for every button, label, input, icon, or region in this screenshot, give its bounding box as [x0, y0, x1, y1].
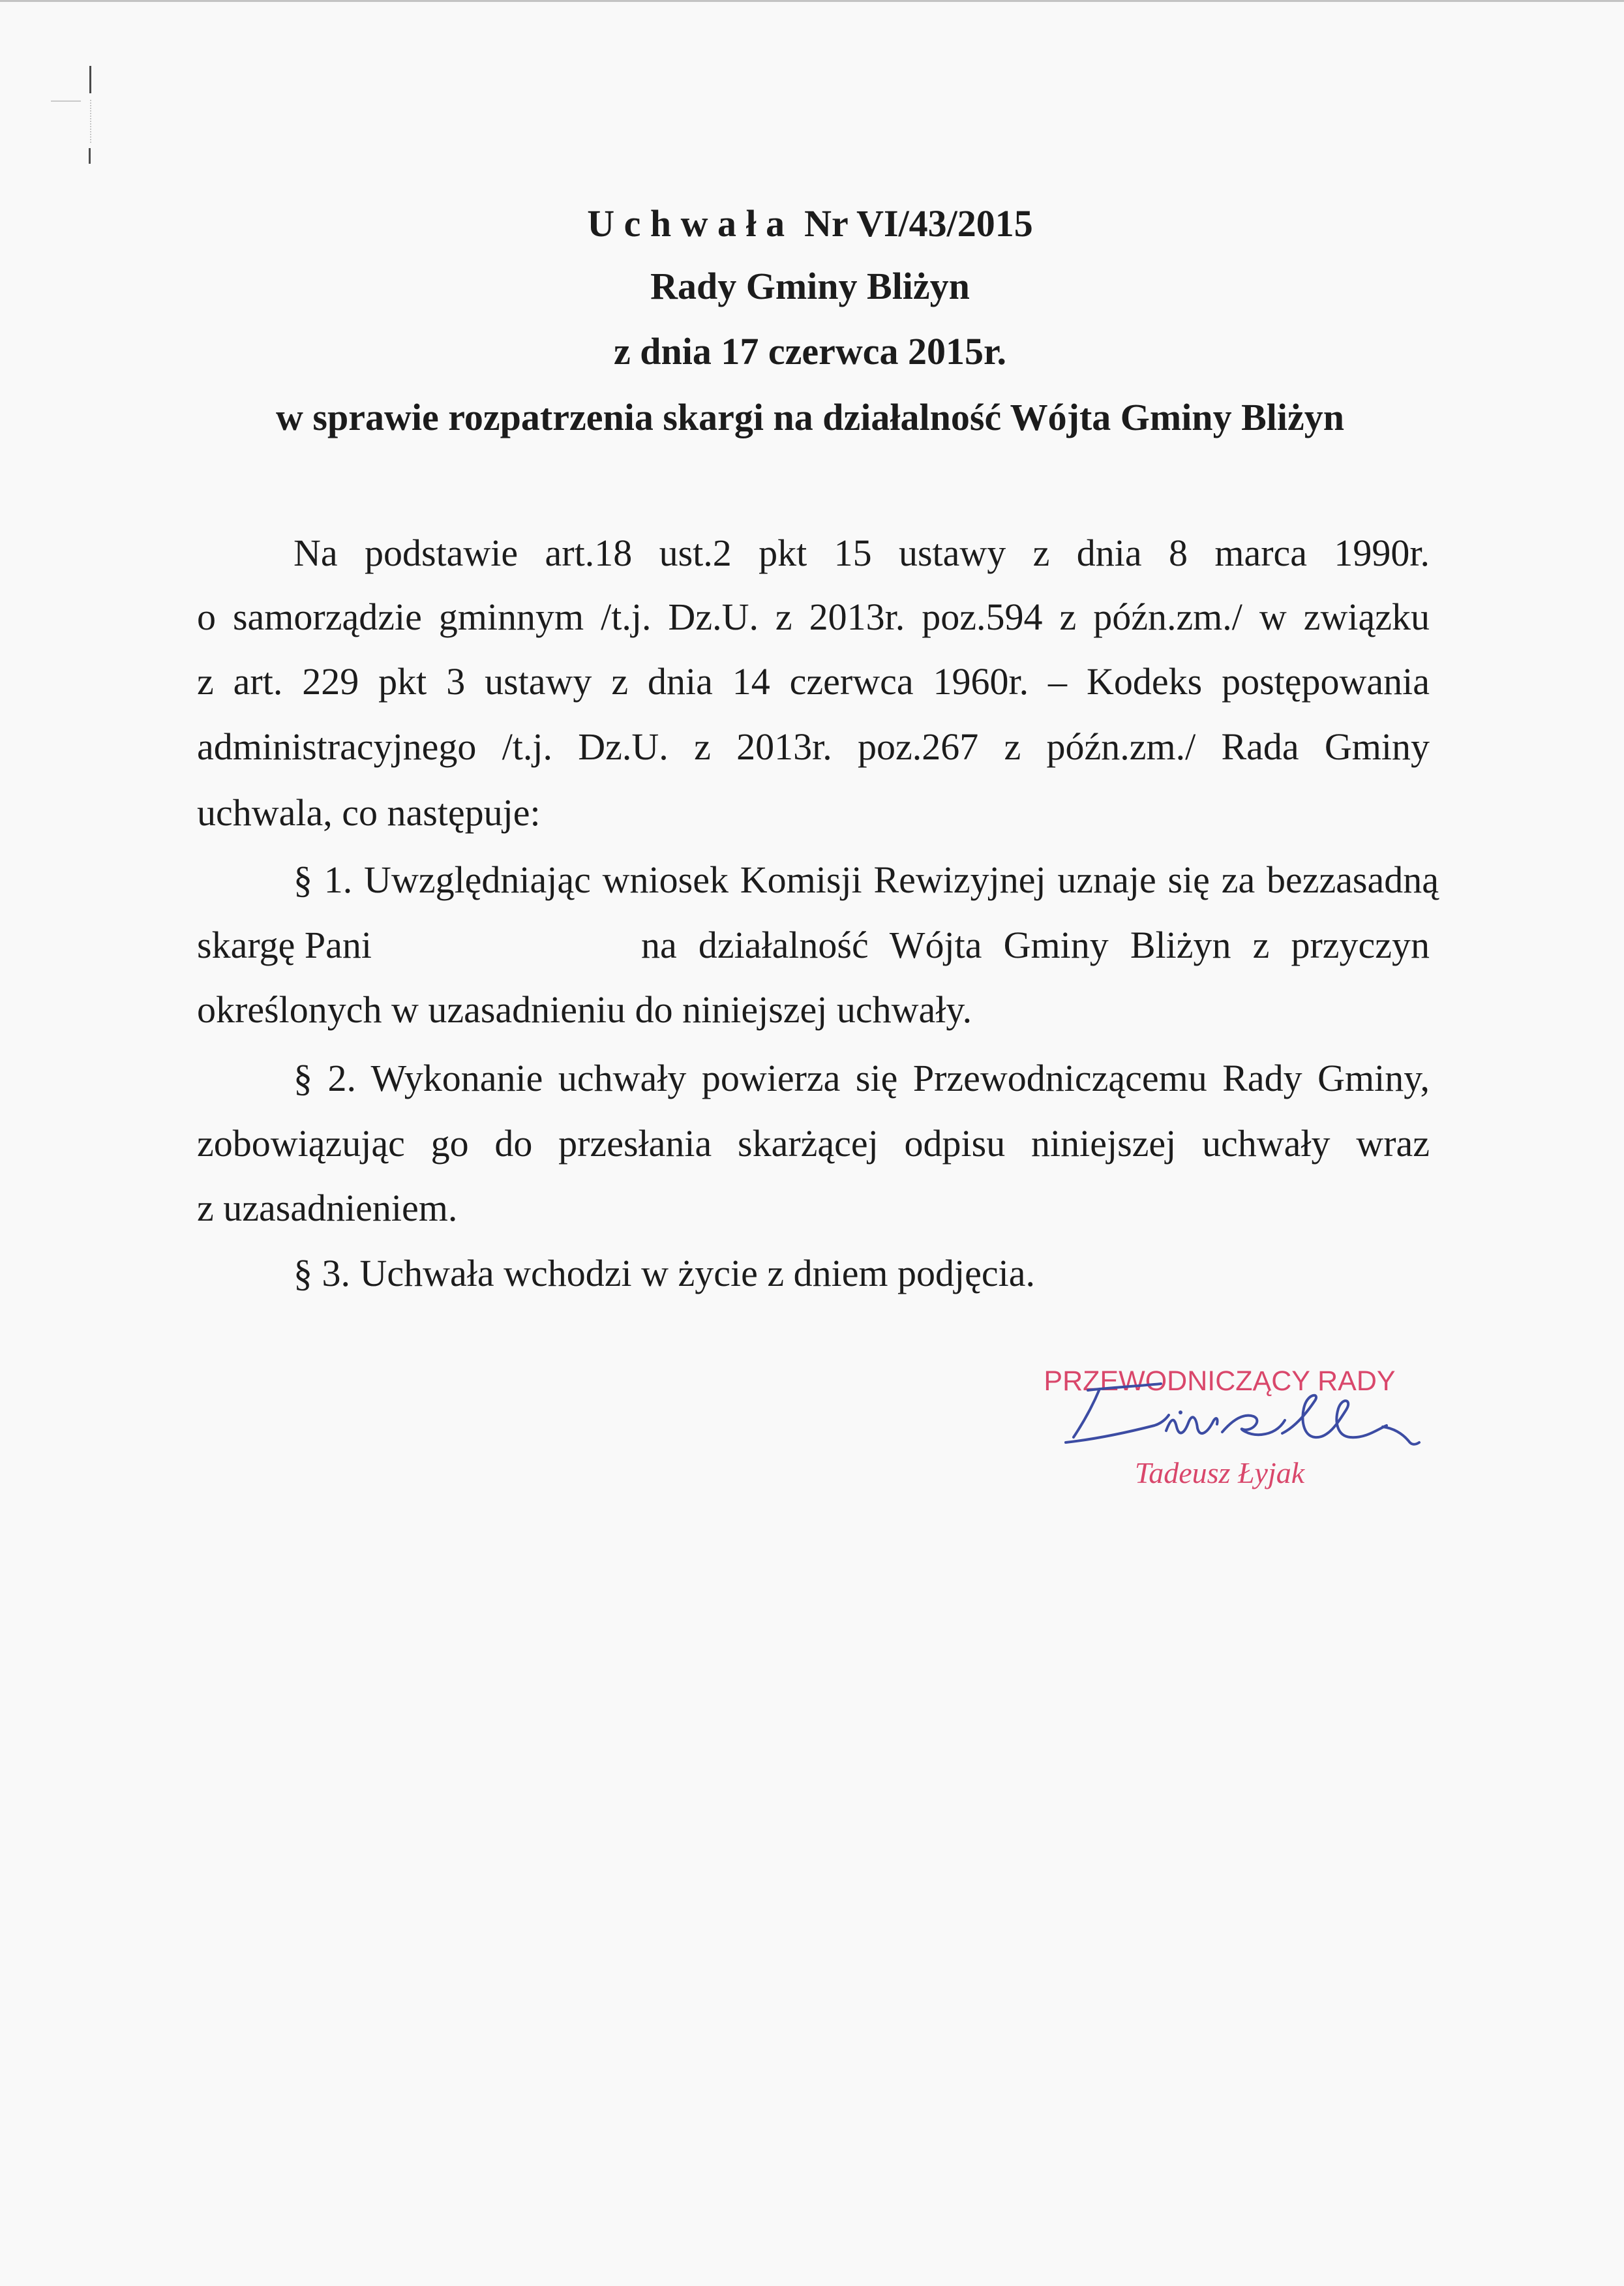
- legal-basis-line: o samorządzie gminnym /t.j. Dz.U. z 2013r. poz.594 z późn.zm./ w związku: [197, 596, 1430, 638]
- legal-basis-line: uchwala, co następuje:: [197, 791, 541, 834]
- resolution-date: z dnia 17 czerwca 2015r.: [614, 330, 1006, 373]
- scan-margin-mark: [51, 100, 81, 102]
- resolution-number: Nr VI/43/2015: [804, 202, 1033, 245]
- signature-dot: [1179, 1410, 1182, 1414]
- signature-stroke: [1222, 1416, 1285, 1435]
- paragraph-1-line: na działalność Wójta Gminy Bliżyn z przyczyn: [641, 924, 1430, 966]
- scan-margin-mark: [90, 100, 91, 143]
- legal-basis-line: administracyjnego /t.j. Dz.U. z 2013r. poz.267 z późn.zm./ Rada Gminy: [197, 725, 1430, 768]
- paragraph-3-line: § 3. Uchwała wchodzi w życie z dniem podjęcia.: [293, 1252, 1036, 1294]
- resolution-subject: w sprawie rozpatrzenia skargi na działalność Wójta Gminy Bliżyn: [276, 396, 1344, 438]
- signature-stroke: [1066, 1415, 1169, 1442]
- resolution-word: U c h w a ł a: [587, 202, 785, 245]
- signature-stroke: [1282, 1395, 1387, 1437]
- resolution-issuer: Rady Gminy Bliżyn: [650, 265, 970, 307]
- anonymized-name-gap: [391, 922, 633, 968]
- legal-basis-line: Na podstawie art.18 ust.2 pkt 15 ustawy z dnia 8 marca 1990r.: [293, 532, 1430, 574]
- stamp-name: Tadeusz Łyjak: [1134, 1456, 1305, 1489]
- scan-margin-mark: [89, 66, 91, 93]
- legal-basis-line: z art. 229 pkt 3 ustawy z dnia 14 czerwca 1960r. – Kodeks postępowania: [197, 660, 1430, 703]
- paragraph-1-line: § 1. Uwzględniając wniosek Komisji Rewizyjnej uznaje się za bezzasadną: [293, 859, 1439, 901]
- scan-margin-mark: [89, 148, 91, 164]
- handwritten-signature: [1057, 1372, 1422, 1457]
- stamp-title: PRZEWODNICZĄCY RADY: [1044, 1365, 1396, 1397]
- resolution-title-line: [0, 201, 1620, 247]
- signature-stroke: [1074, 1389, 1100, 1437]
- signature-stroke: [1166, 1417, 1218, 1433]
- paragraph-1-line: skargę Pani: [197, 924, 372, 966]
- paragraph-2-line: z uzasadnieniem.: [197, 1187, 458, 1229]
- paragraph-2-line: zobowiązując go do przesłania skarżącej odpisu niniejszej uchwały wraz: [197, 1122, 1430, 1165]
- signature-stroke: [1383, 1427, 1419, 1444]
- paragraph-2-line: § 2. Wykonanie uchwały powierza się Przewodniczącemu Rady Gminy,: [293, 1057, 1430, 1099]
- paragraph-1-line: określonych w uzasadnieniu do niniejszej uchwały.: [197, 988, 972, 1031]
